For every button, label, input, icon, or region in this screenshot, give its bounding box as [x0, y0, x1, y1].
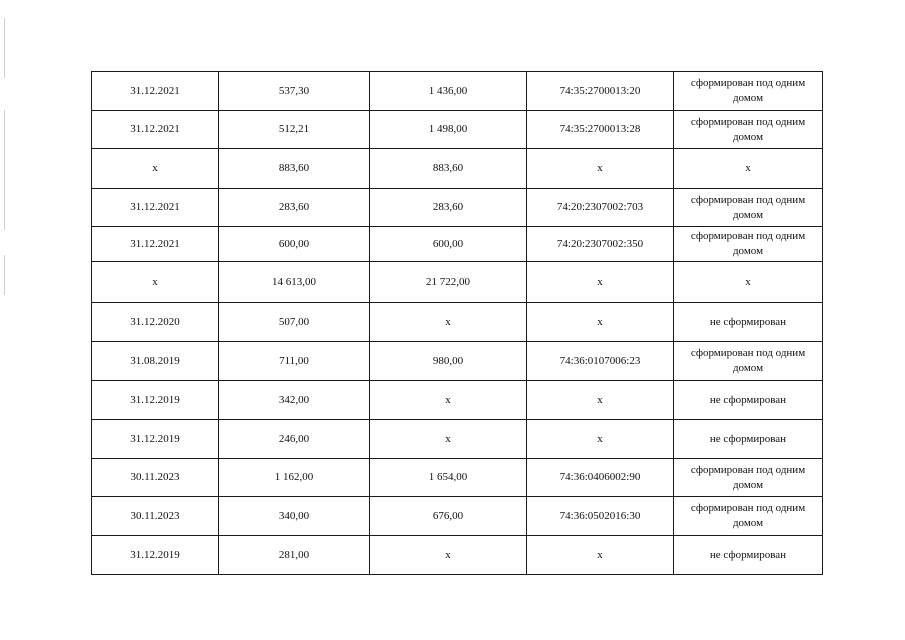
status-cell: не сформирован: [674, 420, 823, 459]
area-cell: 281,00: [219, 536, 370, 575]
status-cell: не сформирован: [674, 381, 823, 420]
date-cell: 31.12.2020: [92, 303, 219, 342]
cadastral-number-cell: x: [527, 149, 674, 189]
date-cell: x: [92, 149, 219, 189]
plot-area-cell: 1 654,00: [370, 459, 527, 497]
table-row: [92, 536, 823, 575]
status-cell: сформирован под одним домом: [674, 72, 823, 111]
land-plots-table: [91, 71, 823, 575]
date-cell: 31.12.2019: [92, 420, 219, 459]
date-cell: 31.12.2021: [92, 227, 219, 262]
date-cell: 31.12.2021: [92, 189, 219, 227]
status-cell: сформирован под одним домом: [674, 111, 823, 149]
plot-area-cell: x: [370, 536, 527, 575]
table-row: [92, 459, 823, 497]
cadastral-number-cell: 74:35:2700013:28: [527, 111, 674, 149]
area-cell: 1 162,00: [219, 459, 370, 497]
status-cell: не сформирован: [674, 303, 823, 342]
plot-area-cell: x: [370, 381, 527, 420]
status-cell: x: [674, 262, 823, 303]
area-cell: 507,00: [219, 303, 370, 342]
plot-area-cell: 283,60: [370, 189, 527, 227]
status-cell: сформирован под одним домом: [674, 342, 823, 381]
area-cell: 342,00: [219, 381, 370, 420]
date-cell: 31.12.2021: [92, 72, 219, 111]
scan-edge-mark: [4, 110, 5, 230]
area-cell: 283,60: [219, 189, 370, 227]
area-cell: 537,30: [219, 72, 370, 111]
table-row: [92, 420, 823, 459]
cadastral-number-cell: x: [527, 381, 674, 420]
plot-area-cell: 980,00: [370, 342, 527, 381]
cadastral-number-cell: 74:35:2700013:20: [527, 72, 674, 111]
plot-area-cell: 1 436,00: [370, 72, 527, 111]
date-cell: 30.11.2023: [92, 497, 219, 536]
plot-area-cell: x: [370, 420, 527, 459]
plot-area-cell: 883,60: [370, 149, 527, 189]
cadastral-number-cell: 74:36:0406002:90: [527, 459, 674, 497]
table-row: [92, 149, 823, 189]
area-cell: 246,00: [219, 420, 370, 459]
plot-area-cell: 1 498,00: [370, 111, 527, 149]
scan-edge-mark: [4, 255, 5, 295]
cadastral-number-cell: 74:20:2307002:703: [527, 189, 674, 227]
table-row: [92, 227, 823, 262]
status-cell: сформирован под одним домом: [674, 459, 823, 497]
cadastral-number-cell: x: [527, 303, 674, 342]
table-row: [92, 303, 823, 342]
area-cell: 512,21: [219, 111, 370, 149]
scan-edge-mark: [4, 18, 5, 78]
table-row: [92, 72, 823, 111]
table-row: [92, 342, 823, 381]
date-cell: 31.12.2019: [92, 381, 219, 420]
cadastral-number-cell: 74:36:0107006:23: [527, 342, 674, 381]
status-cell: сформирован под одним домом: [674, 497, 823, 536]
area-cell: 14 613,00: [219, 262, 370, 303]
date-cell: 31.08.2019: [92, 342, 219, 381]
plot-area-cell: 21 722,00: [370, 262, 527, 303]
status-cell: x: [674, 149, 823, 189]
plot-area-cell: 600,00: [370, 227, 527, 262]
cadastral-number-cell: x: [527, 420, 674, 459]
date-cell: 31.12.2021: [92, 111, 219, 149]
plot-area-cell: 676,00: [370, 497, 527, 536]
date-cell: 30.11.2023: [92, 459, 219, 497]
table-row: [92, 262, 823, 303]
table-row: [92, 111, 823, 149]
area-cell: 711,00: [219, 342, 370, 381]
cadastral-number-cell: x: [527, 536, 674, 575]
cadastral-number-cell: 74:20:2307002:350: [527, 227, 674, 262]
date-cell: x: [92, 262, 219, 303]
cadastral-number-cell: x: [527, 262, 674, 303]
table-row: [92, 189, 823, 227]
cadastral-number-cell: 74:36:0502016:30: [527, 497, 674, 536]
plot-area-cell: x: [370, 303, 527, 342]
table-row: [92, 381, 823, 420]
status-cell: сформирован под одним домом: [674, 227, 823, 262]
date-cell: 31.12.2019: [92, 536, 219, 575]
area-cell: 883,60: [219, 149, 370, 189]
status-cell: сформирован под одним домом: [674, 189, 823, 227]
status-cell: не сформирован: [674, 536, 823, 575]
table-row: [92, 497, 823, 536]
area-cell: 600,00: [219, 227, 370, 262]
area-cell: 340,00: [219, 497, 370, 536]
